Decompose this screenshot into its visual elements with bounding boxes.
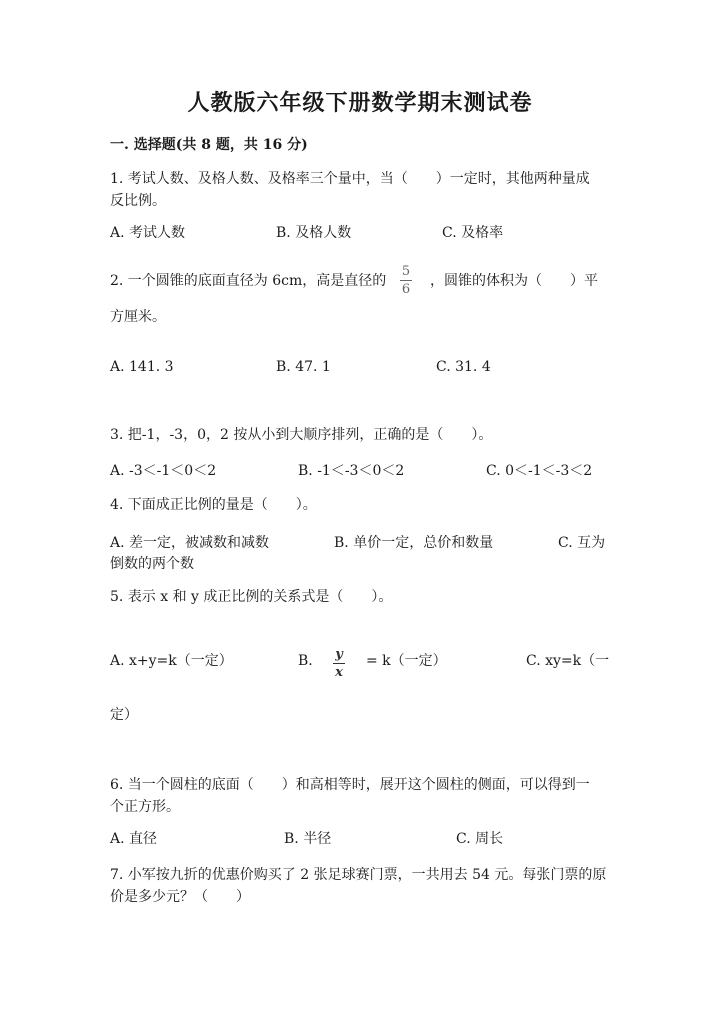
question-2-line-2: 方厘米。 xyxy=(110,309,166,325)
question-2-fraction xyxy=(400,264,412,297)
fraction-numerator: y xyxy=(335,647,343,662)
question-2-option-c[interactable]: C. 31. 4 xyxy=(436,359,491,375)
question-3-option-b[interactable]: B. -1＜-3＜0＜2 xyxy=(298,463,405,479)
question-4-option-b[interactable]: B. 单价一定，总价和数量 xyxy=(334,535,494,551)
question-5-text: 5. 表示 x 和 y 成正比例的关系式是（ ）。 xyxy=(110,589,393,605)
question-1-option-c[interactable]: C. 及格率 xyxy=(442,225,504,241)
question-2-option-b[interactable]: B. 47. 1 xyxy=(276,359,331,375)
question-4-option-c[interactable]: C. 互为 xyxy=(558,535,606,551)
fraction-denominator: x xyxy=(335,665,343,680)
question-6-option-a[interactable]: A. 直径 xyxy=(110,831,158,847)
question-1-option-a[interactable]: A. 考试人数 xyxy=(110,225,186,241)
question-3-option-c[interactable]: C. 0＜-1＜-3＜2 xyxy=(486,463,593,479)
question-6-line-1: 6. 当一个圆柱的底面（ ）和高相等时，展开这个圆柱的侧面，可以得到一 xyxy=(110,777,590,793)
fraction-bar xyxy=(400,280,412,281)
question-6 xyxy=(110,774,610,818)
question-7 xyxy=(110,864,610,908)
fraction-bar xyxy=(333,663,345,664)
question-2-suffix: ，圆锥的体积为（ ）平 xyxy=(430,273,598,289)
question-6-line-2: 个正方形。 xyxy=(110,799,180,815)
question-2-prefix: 2. 一个圆锥的底面直径为 6cm，高是直径的 xyxy=(110,273,387,289)
question-5-option-b-label[interactable]: B. xyxy=(298,653,313,669)
question-1-option-b[interactable]: B. 及格人数 xyxy=(276,225,352,241)
question-5-option-b-fraction xyxy=(333,647,345,680)
section-heading: 一. 选择题(共 8 题，共 16 分) xyxy=(110,137,308,153)
question-1 xyxy=(110,168,610,212)
question-5-option-a[interactable]: A. x+y=k（一定） xyxy=(110,653,233,669)
question-6-option-b[interactable]: B. 半径 xyxy=(284,831,332,847)
question-2-option-a[interactable]: A. 141. 3 xyxy=(110,359,174,375)
question-1-line-2: 反比例。 xyxy=(110,193,166,209)
question-3-option-a[interactable]: A. -3＜-1＜0＜2 xyxy=(110,463,217,479)
question-5-option-b-suffix: = k（一定） xyxy=(366,653,447,669)
question-1-line-1: 1. 考试人数、及格人数、及格率三个量中，当（ ）一定时，其他两种量成 xyxy=(110,171,590,187)
question-6-option-c[interactable]: C. 周长 xyxy=(456,831,504,847)
question-4-option-c-continued: 倒数的两个数 xyxy=(110,556,194,572)
question-3-text: 3. 把-1，-3，0，2 按从小到大顺序排列，正确的是（ ）。 xyxy=(110,427,493,443)
fraction-denominator: 6 xyxy=(401,282,411,297)
question-5-option-c-continued: 定） xyxy=(110,707,138,723)
question-5-option-c[interactable]: C. xy=k（一 xyxy=(526,653,610,669)
page-title: 人教版六年级下册数学期末测试卷 xyxy=(187,90,533,116)
fraction-numerator: 5 xyxy=(401,264,411,279)
question-7-line-1: 7. 小军按九折的优惠价购买了 2 张足球赛门票，一共用去 54 元。每张门票的原 xyxy=(110,867,607,883)
question-4-text: 4. 下面成正比例的量是（ ）。 xyxy=(110,497,317,513)
question-4-option-a[interactable]: A. 差一定，被减数和减数 xyxy=(110,535,270,551)
question-7-line-2: 价是多少元？（ ） xyxy=(110,889,250,905)
